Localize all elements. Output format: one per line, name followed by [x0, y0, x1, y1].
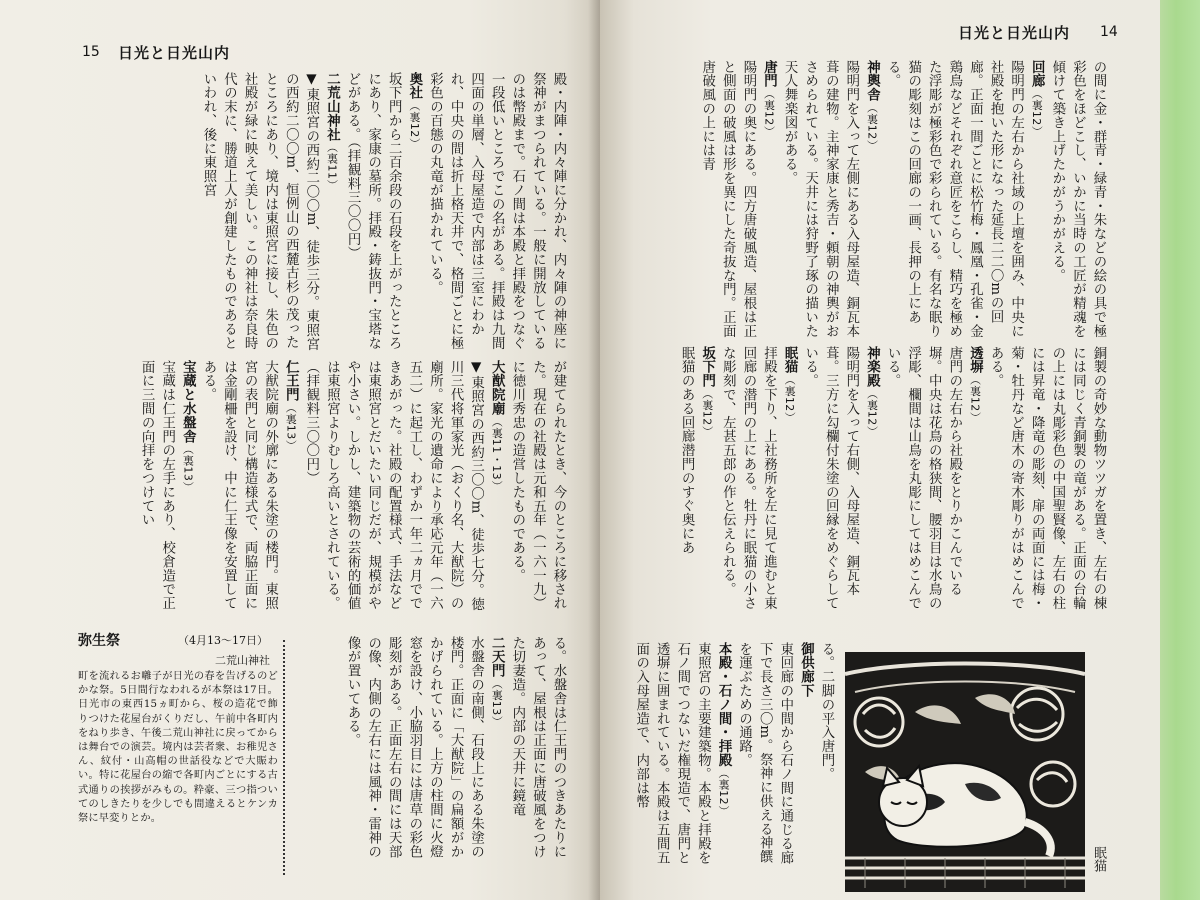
green-book-edge	[1160, 0, 1200, 900]
paragraph-hozo: 宝蔵は仁王門の左手にあり、校倉造で正面に三間の向拝をつけてい	[139, 360, 175, 611]
heading-hozo: 宝蔵と水盤舎（裏13）	[180, 360, 196, 493]
right-running-head: 日光と日光山内	[958, 24, 1071, 42]
heading-gokuden: 御供廊下	[798, 642, 814, 698]
festival-title: 弥生祭	[78, 633, 120, 649]
left-lower-text	[78, 360, 568, 622]
paragraph-niomon: 大猷院廟の外廓にある朱塗の楼門。東照宮の表門と同じ構造様式で、両脇正面には金剛柵を設け、中に仁王像を安置してある。	[200, 360, 278, 611]
paragraph-okusha: 坂下門から二百余段の石段を上がったところにあり、家康の墓所。拝殿・鋳抜門・宝塔などがある。（拝観料三〇〇円）	[345, 72, 402, 350]
paragraph-yomeimon-cont: の間に金・群青・緑青・朱などの絵の具で極彩色をほどこし、いかに当時の工匠が精魂を傾けて築き上げたかがうかがえる。	[1049, 60, 1106, 338]
right-bottom-text	[630, 642, 836, 874]
festival-place: 二荒山神社	[215, 654, 270, 667]
right-page-number: 14	[1100, 24, 1118, 40]
paragraph-futarasan: ▼東照宮の西約二〇〇m、徒歩三分。東照宮の西約二〇〇m、恒例山の西麓古杉の茂ったところにあり、境内は東照宮に接し、朱色の社殿が緑に映えて美しい。この神社は奈良時代の末に、勝道上人が創建したものであるといわれ、後に東照宮	[200, 72, 319, 351]
paragraph-honden: 東照宮の主要建築物。本殿と拝殿を石ノ間でつないだ権現造で、唐門と透塀に囲まれている。本殿は五間五面の入母屋造で、内部は幣	[633, 642, 711, 865]
paragraph-nemurineko: 拝殿を下り、上社務所を左に見て進むと東回廊の潜門の上にある。牡丹に眠猫の小さな彫刻で、左甚五郎の作と伝えられる。	[720, 346, 777, 611]
paragraph-sakashitamon: 眠猫のある回廊潜門のすぐ奥にあ	[679, 346, 695, 555]
paragraph-taiyuin: ▼東照宮の西約三〇〇m、徒歩七分。徳川三代将軍家光（おくり名、大猷院）の廟所。家光の遺命により承応元年（一六五二）に起工し、わずか一年二ヵ月でできあがった。社殿の配置様式、手法などは東照宮とだいたい同じだが、規模がやや小さい。しかし、建築物の芸術的価値は東照宮よりむしろ高いとされている。（拝観料三〇〇円）	[303, 360, 484, 612]
paragraph-sakashitamon-cont: る。二脚の平入唐門。	[819, 642, 834, 781]
heading-futarasan: 二荒山神社（裏11）	[324, 72, 340, 191]
paragraph-karamon: 陽明門の奥にある。四方唐破風造、屋根は正と側面の破風は形を異にした奇抜な門。正面唐破風の上には青	[699, 60, 756, 338]
heading-nemurineko: 眠猫（裏12）	[782, 346, 798, 424]
festival-date: （4月13〜17日）	[178, 634, 268, 647]
festival-body: 町を流れるお囃子が日光の春を告げるのどかな祭。5日間行なわれるが本祭は17日。日光市の東西15ヵ町から、桜の造花で飾りつけた花屋台がくりだし、午前中各町内をねり歩き、午後二荒山神社に戻ってからは舞台での演芸。境内は芸者衆、お稚児さん、紋付・山高帽の世話役などで大賑わい。特に花屋台の縮で各町内ごとにする古式通りの挨拶がみもの。粋豪、三つ指ついてのしきたりを少しでも間違えるとケンカ祭に早変りとか。	[78, 671, 278, 825]
left-bottom-text	[292, 636, 568, 868]
heading-honden: 本殿・石ノ間・拝殿（裏12）	[716, 642, 732, 817]
heading-kaguraden: 神楽殿（裏12）	[864, 346, 880, 438]
heading-taiyuin: 大猷院廟（裏11・13）	[489, 360, 505, 492]
paragraph-hozo-cont: る。水盤舎は仁王門のつきあたりにあって、屋根は正面に唐破風をつけた切妻造。内部の天井に鏡竜	[509, 636, 566, 859]
paragraph-kaguraden: 陽明門を入って右側、入母屋造、銅瓦本葺。三方に勾欄付朱塗の回縁をめぐらしている。	[802, 346, 859, 611]
heading-sukibei: 透塀（裏12）	[967, 346, 983, 424]
paragraph-haiden: 殿・内陣・内々陣に分かれ、内々陣の神座に祭神がまつられている。一般に開放しているのは幣殿まで。石ノ間は本殿と拝殿をつなぐ一段低いところでこの名がある。拝殿は九間四面の単層、入母屋造で内部は三室にわかれ、中央の間は折上格天井で、格間ごとに極彩色の百態の丸竜が描かれている。	[427, 72, 566, 350]
sleeping-cat-illustration	[845, 652, 1085, 892]
paragraph-karamon-cont: 銅製の奇妙な動物ツツガを置き、左右の棟には同じく青銅製の竜がある。正面の台輪の上には丸彫彩色の中国聖賢像、左右の柱には昇竜・降竜の彫刻、扉の両面には梅・菊・牡丹など唐木の寄木彫りがはめこんである。	[988, 346, 1106, 611]
illustration-caption: 眠猫	[1091, 846, 1106, 872]
heading-shinyosha: 神輿舎（裏12）	[864, 60, 880, 152]
heading-okusha: 奥社（裏12）	[406, 72, 422, 150]
festival-box	[78, 630, 278, 870]
heading-karamon: 唐門（裏12）	[761, 60, 777, 138]
left-upper-text	[78, 72, 568, 362]
paragraph-sukibei: 唐門の左右から社殿をとりかこんでいる塀。中央は花鳥の格狭間、腰羽目は水鳥の浮彫、欄間は山鳥を丸彫にしてはめこんでいる。	[885, 346, 962, 611]
heading-nitenmon: 二天門（裏13）	[489, 636, 505, 728]
sleeping-cat-carving-icon	[845, 652, 1085, 892]
festival-divider	[283, 640, 285, 875]
left-running-head: 日光と日光山内	[118, 44, 231, 62]
heading-sakashitamon: 坂下門（裏12）	[699, 346, 715, 438]
paragraph-nitenmon: 水盤舎の南側、石段上にある朱塗の楼門。正面に「大猷院」の扁額がかかげられている。上方の柱間に火燈窓を設け、小脇羽目には唐草の彩色彫刻がある。正面左右の間には天部の像、内側の左右には風神・雷神の像が置いてある。	[345, 636, 484, 859]
heading-kairo: 回廊（裏12）	[1029, 60, 1045, 138]
left-page-number: 15	[82, 44, 100, 60]
paragraph-kairo: 陽明門の左右から社域の上壇を囲み、中央に社殿を抱いた形になった延長二二〇mの回廊。正面一間ごとに松竹梅・鳳凰・孔雀・金鶏鳥などそれぞれ意匠をこらし、精巧を極めた浮彫が極彩色で彩られている。有名な眠り猫の彫刻はこの回廊の一画、長押の上にある。	[885, 60, 1024, 338]
right-upper-text	[630, 60, 1108, 340]
paragraph-gokuden: 東回廊の中間から石ノ間に通じる廊下で長さ三〇m。祭神に供える神饌を運ぶための通路。	[736, 642, 793, 865]
paragraph-shinyosha: 陽明門を入って左側にある入母屋造、銅瓦本葺の建物。主神家康と秀吉・頼朝の神輿がおさめられている。天井には狩野了琢の描いた天人舞楽図がある。	[782, 60, 859, 338]
right-lower-text	[630, 346, 1108, 618]
heading-niomon: 仁王門（裏13）	[283, 360, 299, 452]
paragraph-futarasan-cont: が建てられたとき、今のところに移された。現在の社殿は元和五年（一六一九）に徳川秀忠の造営したものである。	[509, 360, 566, 611]
